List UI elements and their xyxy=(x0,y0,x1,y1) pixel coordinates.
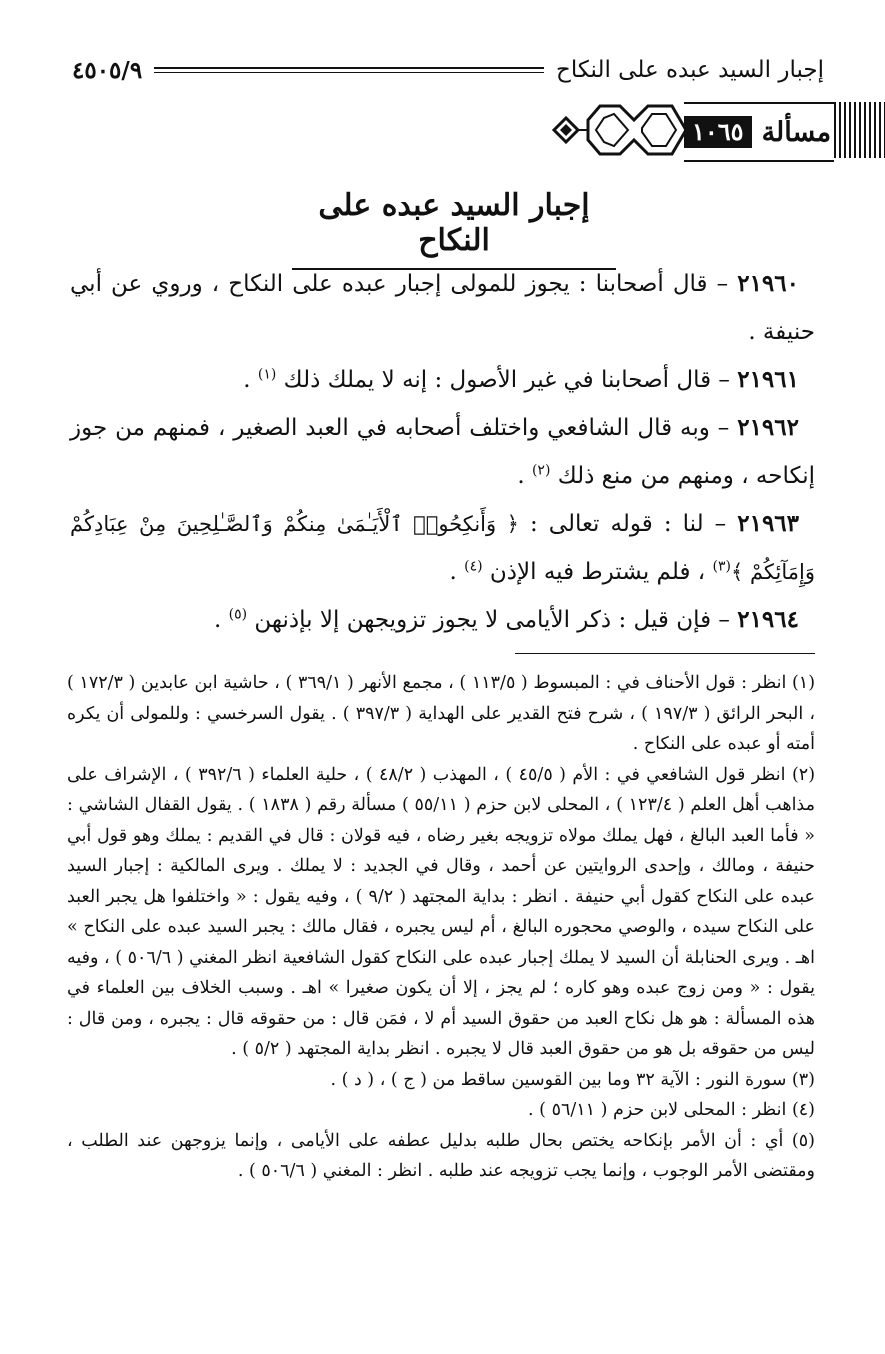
paragraph-text: – قال أصحابنا في غير الأصول : إنه لا يملك ذلك xyxy=(276,367,738,393)
header-rule xyxy=(154,67,544,73)
paragraph-number: ٢١٩٦٠ xyxy=(737,270,799,297)
paragraph-number: ٢١٩٦٣ xyxy=(737,510,800,537)
paragraph-number: ٢١٩٦٢ xyxy=(737,414,799,441)
masala-number: ١٠٦٥ xyxy=(684,116,752,148)
running-title: إجبار السيد عبده على النكاح xyxy=(555,57,824,83)
paragraph-text: ، فلم يشترط فيه الإذن xyxy=(482,559,713,585)
paragraph-number: ٢١٩٦٤ xyxy=(737,606,799,633)
paragraph-end: . xyxy=(449,559,465,585)
footnote-marker: (٥) xyxy=(228,606,248,623)
paragraph-21963 xyxy=(70,500,815,596)
paragraph-text: – لنا : قوله تعالى : xyxy=(518,511,738,537)
quran-verse: ﴿ وَأَنكِحُوا۟ ٱلْأَيَـٰمَىٰ مِنكُمْ وَٱلصَّـٰلِحِينَ مِنْ عِبَادِكُمْ وَإِمَآئِكُمْ ﴾ xyxy=(70,512,815,584)
footnote-marker: (١) xyxy=(257,366,277,383)
paragraph-21962 xyxy=(70,404,815,500)
paragraph-21964 xyxy=(70,596,815,644)
paragraph-text: – وبه قال الشافعي واختلف أصحابه في العبد الصغير ، فمنهم من جوز إنكاحه ، ومنهم من منع ذلك xyxy=(70,415,815,489)
footnote-marker: (٤) xyxy=(464,558,483,575)
footnote-2: (٢) انظر قول الشافعي في : الأم ( ٤٥/٥ ) ، المهذب ( ٤٨/٢ ) ، حلية العلماء ( ٣٩٢/٦ ) ، الإشراف على مذاهب أهل العلم ( ١٢٣/٤ ) ، المحلى لابن حزم ( ٥٥/١١ ) مسألة رقم ( ١٨٣٨ ) . يقول القفال الشاشي : « فأما العبد البالغ ، فهل يملك مولاه تزويجه بغير رضاه ، فيه قولان : قال في القديم : يملك وهو قول أبي حنيفة ، ومالك ، وإحدى الروايتين عن أحمد ، وقال في الجديد : لا يملك . ويرى المالكية : إجبار السيد عبده على النكاح كقول أبي حنيفة . انظر : بداية المجتهد ( ٩/٢ ) ، وفيه يقول : « واختلفوا هل يجبر العبد على النكاح سيده ، والوصي محجوره البالغ ، أم ليس يجبره ، فقال مالك : يجبر السيد عبده على النكاح » اهـ . ويرى الحنابلة أن السيد لا يملك إجبار عبده على النكاح كقول الشافعية انظر المغني ( ٥٠٦/٦ ) ، وفيه يقول : « ومن زوج عبده وهو كاره ؛ لم يجز ، إلا أن يكون صغيرا » اهـ . وسبب الخلاف بين العلماء في هذه المسألة : هو هل نكاح العبد من حقوق السيد أم لا ، فمَن قال : من حقوقه قال : يجبره ، ومن قال : ليس من حقوقه بل هو من حقوق العبد قال لا يجبره . انظر بداية المجتهد ( ٥/٢ ) . xyxy=(67,764,816,1059)
footnotes xyxy=(67,668,815,1187)
chapter-title: إجبار السيد عبده على النكاح xyxy=(292,188,616,270)
page-reference: ٤٥٠٥/٩ xyxy=(72,56,143,84)
masala-box xyxy=(684,102,834,162)
paragraph-end: . xyxy=(517,463,532,489)
paragraph-21961 xyxy=(70,356,815,404)
running-header xyxy=(72,52,824,88)
masala-banner xyxy=(548,100,885,162)
paragraph-text: – فإن قيل : ذكر الأيامى لا يجوز تزويجهن إلا بإذنهن xyxy=(247,607,738,633)
footnote-1: (١) انظر : قول الأحناف في : المبسوط ( ١١٣/٥ ) ، مجمع الأنهر ( ٣٦٩/١ ) ، حاشية ابن عابدين ( ١٧٢/٣ ) ، البحر الرائق ( ١٩٧/٣ ) ، شرح فتح القدير على الهداية ( ٣٩٧/٣ ) . يقول السرخسي : وللمولى أن يكره أمته أو عبده على النكاح . xyxy=(67,673,816,754)
main-text xyxy=(70,260,815,644)
footnote-4: (٤) انظر : المحلى لابن حزم ( ٥٦/١١ ) . xyxy=(528,1100,815,1120)
masala-label: مسألة xyxy=(761,116,832,148)
hatched-bar-ornament xyxy=(834,102,885,158)
footnote-marker: (٣) xyxy=(712,558,731,575)
arabesque-ornament-icon xyxy=(548,100,688,160)
paragraph-end: . xyxy=(243,367,258,393)
footnote-5: (٥) أي : أن الأمر بإنكاحه يختص بحال طلبه بدليل عطفه على الأيامى ، وإنما يزوجهن عند الطلب ، ومقتضى الأمر الوجوب ، وإنما يجب تزويجه عند طلبه . انظر : المغني ( ٥٠٦/٦ ) . xyxy=(67,1130,815,1181)
paragraph-number: ٢١٩٦١ xyxy=(737,366,799,393)
paragraph-end: . xyxy=(214,607,229,633)
footnote-marker: (٢) xyxy=(531,462,551,479)
footnote-separator xyxy=(515,653,815,654)
paragraph-21960 xyxy=(70,260,815,356)
footnote-3: (٣) سورة النور : الآية ٣٢ وما بين القوسين ساقط من ( ج ) ، ( د ) . xyxy=(330,1069,815,1090)
paragraph-text: – قال أصحابنا : يجوز للمولى إجبار عبده على النكاح ، وروي عن أبي حنيفة . xyxy=(70,271,815,345)
